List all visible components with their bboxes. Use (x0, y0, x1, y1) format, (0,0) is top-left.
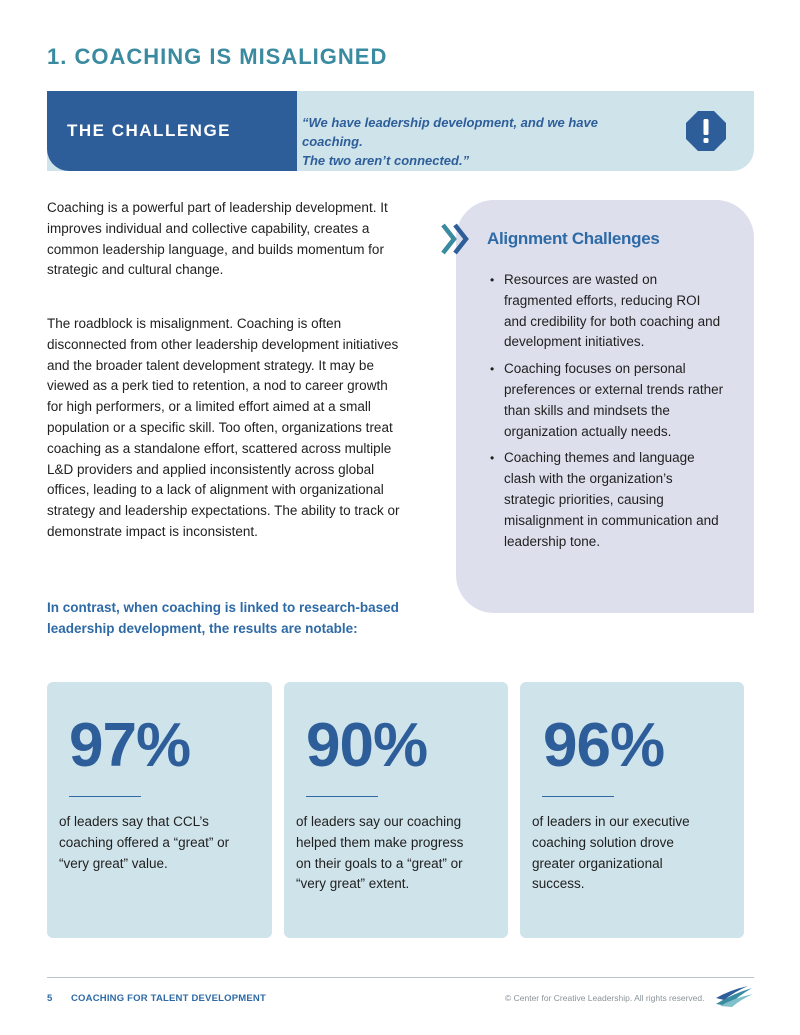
footer-divider (47, 977, 754, 978)
contrast-paragraph: In contrast, when coaching is linked to research-based leadership development, the results are notable: (47, 600, 399, 636)
alignment-challenges-title: Alignment Challenges (487, 229, 660, 248)
list-item: • Coaching themes and language clash with the organization’s strategic priorities, causing misalignment in communication and leadership tone. (486, 448, 726, 552)
stat-card (284, 682, 508, 938)
list-item: • Resources are wasted on fragmented efforts, reducing ROI and credibility for both coaching and development initiatives. (486, 270, 726, 353)
stat-divider (542, 796, 614, 797)
footer-document-title: COACHING FOR TALENT DEVELOPMENT (71, 993, 266, 1004)
challenge-quote (302, 113, 662, 170)
intro-paragraph: Coaching is a powerful part of leadership development. It improves individual and collective capability, creates a common leadership language, and builds momentum for strategic and cultural change. (47, 200, 388, 278)
stat-value: 90% (306, 711, 428, 780)
stat-description: of leaders say that CCL’s coaching offered a “great” or “very great” value. (59, 814, 230, 871)
stat-description: of leaders in our executive coaching solution drove greater organizational success. (532, 814, 690, 892)
challenge-quote-line-2: The two aren’t connected.” (302, 153, 470, 168)
list-item: • Coaching focuses on personal preferences or external trends rather than skills and mindsets the organization actually needs. (486, 359, 726, 442)
stat-description: of leaders say our coaching helped them make progress on their goals to a “great” or “very great” extent. (296, 814, 464, 892)
challenge-quote-line-1: “We have leadership development, and we have coaching. (302, 115, 598, 149)
challenge-label: THE CHALLENGE (67, 121, 231, 140)
section-title: 1. COACHING IS MISALIGNED (47, 44, 388, 69)
page-number: 5 (47, 993, 53, 1004)
footer-copyright: © Center for Creative Leadership. All rights reserved. (505, 993, 705, 1003)
stat-divider (69, 796, 141, 797)
exclamation-shield-icon (684, 109, 728, 153)
stat-card (47, 682, 272, 938)
stat-value: 96% (543, 711, 665, 780)
stat-value: 97% (69, 711, 191, 780)
ccl-wave-logo-icon (714, 984, 754, 1008)
stat-card (520, 682, 744, 938)
double-chevron-right-icon (440, 222, 476, 256)
misalignment-paragraph: The roadblock is misalignment. Coaching is often disconnected from other leadership development initiatives and the broader talent development strategy. It may be viewed as a perk tied to retention, a nod to career growth for high performers, or a limited effort aimed at a small population or a specific skill. Too often, organizations treat coaching as a standalone effort, scattered across multiple L&D providers and applied inconsistently across global offices, leading to a lack of alignment with organizational strategy and leadership expectations. The ability to track or demonstrate impact is inconsistent. (47, 316, 400, 539)
alignment-challenges-list (486, 270, 726, 558)
stat-divider (306, 796, 378, 797)
